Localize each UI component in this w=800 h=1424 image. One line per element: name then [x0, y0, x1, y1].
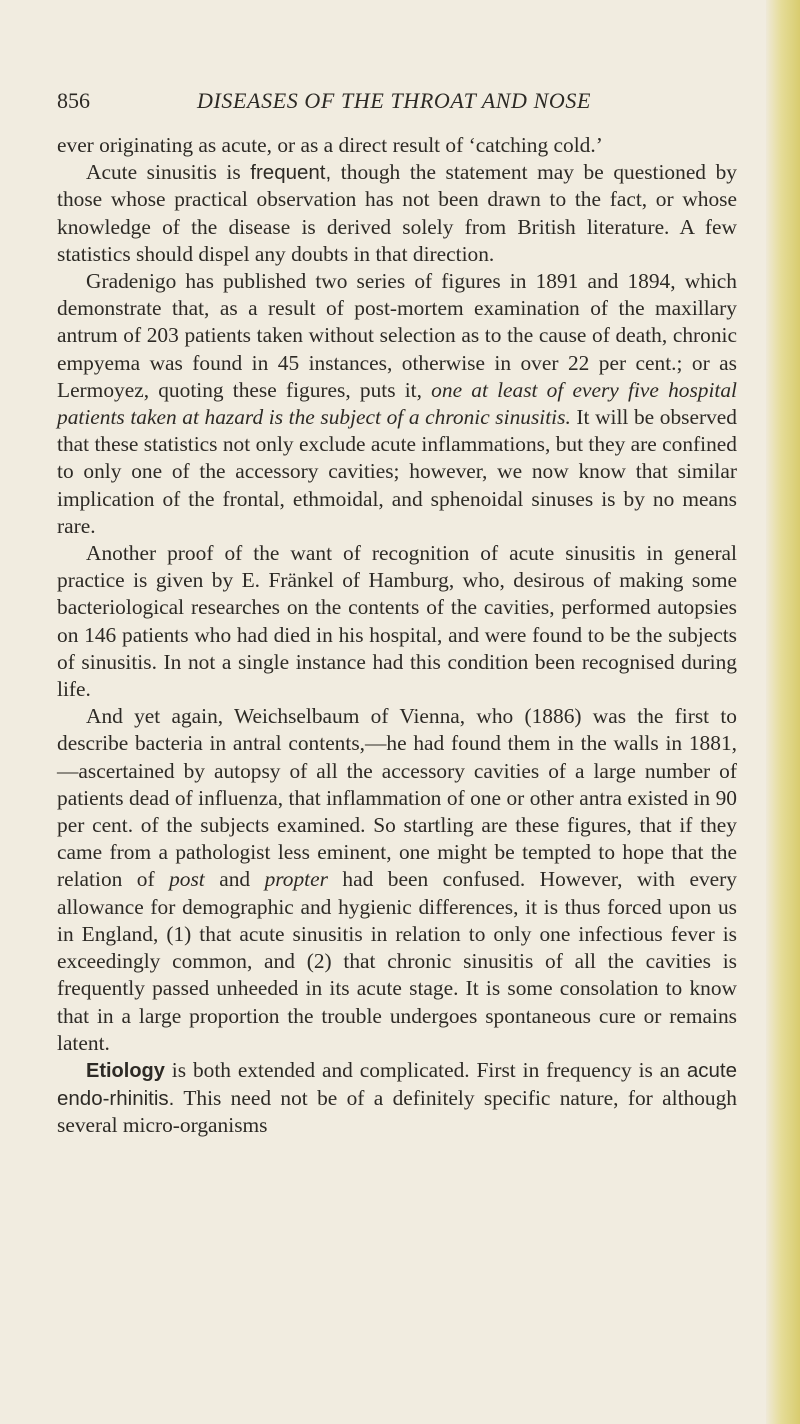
paragraph-weichselbaum [57, 703, 737, 1057]
body-text [57, 132, 737, 1140]
paragraph-continued [57, 132, 737, 159]
paragraph-frequency [57, 159, 737, 268]
italic-quote: one at least of every five hospital patients taken at hazard is the subject of a chronic sinusitis. [57, 377, 737, 430]
paragraph-text: And yet again, Weichselbaum of Vienna, who (1886) was the first to describe bacteria in antral contents,—he had found them in the walls in 1881,—ascertained by autopsy of all the accessory cavities of a large number of patients dead of influenza, that inflammation of one or other antra existed in 90 per cent. of the subjects examined. So startling are these figures, that if they came from a pathologist less eminent, one might be tempted to hope that the relation of [57, 704, 737, 892]
italic-post: post [169, 867, 205, 892]
paragraph-text: It will be observed that these statistics not only exclude acute inflammations, but they are confined to only one of the accessory cavities; however, we now know that similar implication of the frontal, ethmoidal, and sphenoidal sinuses is by no means rare. [57, 405, 737, 538]
page-edge-shadow [766, 0, 800, 1424]
emphasis-frequent: frequent, [250, 161, 332, 185]
page-number: 856 [57, 88, 90, 113]
paragraph-text: Another proof of the want of recognition of acute sinusitis in general practice is given by E. Fränkel of Hamburg, who, desirous of making some bacteriological researches on the contents of the cavities, performed autopsies on 146 patients who had died in his hospital, and were found to be the subjects of sinusitis. In not a single instance had this condition been recognised during life. [57, 541, 737, 702]
paragraph-text: though the statement may be questioned by those whose practical observation has not been drawn to the fact, or whose knowledge of the disease is derived solely from British literature. A few statistics should dispel any doubts in that direction. [57, 160, 737, 266]
paragraph-frankel [57, 540, 737, 703]
paragraph-etiology [57, 1057, 737, 1140]
paragraph-text: ever originating as acute, or as a direct result of ‘catching cold.’ [57, 133, 603, 157]
paragraph-text: Acute sinusitis is [86, 160, 251, 185]
italic-propter: propter [264, 867, 328, 892]
paragraph-text: and [204, 867, 265, 892]
section-heading-etiology: Etiology [86, 1059, 165, 1082]
running-title: DISEASES OF THE THROAT AND NOSE [197, 88, 592, 113]
emphasis-endo-rhinitis: acute endo-rhinitis. [57, 1058, 737, 1111]
paragraph-text: is both extended and complicated. First in frequency is an [164, 1057, 687, 1082]
page-header [57, 88, 737, 118]
paragraph-text: This need not be of a definitely specific nature, for although several micro-organisms [57, 1086, 737, 1138]
paragraph-text: had been confused. However, with every allowance for demographic and hygienic differences, it is thus forced upon us in England, (1) that acute sinusitis in relation to only one infectious fever is exceedingly common, and (2) that chronic sinusitis of all the cavities is frequently passed unheeded in its acute stage. It is some consolation to know that in a large proportion the trouble undergoes spontaneous cure or remains latent. [57, 867, 737, 1055]
paragraph-gradenigo [57, 268, 737, 540]
paragraph-text: Gradenigo has published two series of figures in 1891 and 1894, which demonstrate that, as a result of post-mortem examination of the maxillary antrum of 203 patients taken without selection as to the cause of death, chronic empyema was found in 45 instances, otherwise in over 22 per cent.; or as Lermoyez, quoting these figures, puts it, [57, 269, 737, 402]
